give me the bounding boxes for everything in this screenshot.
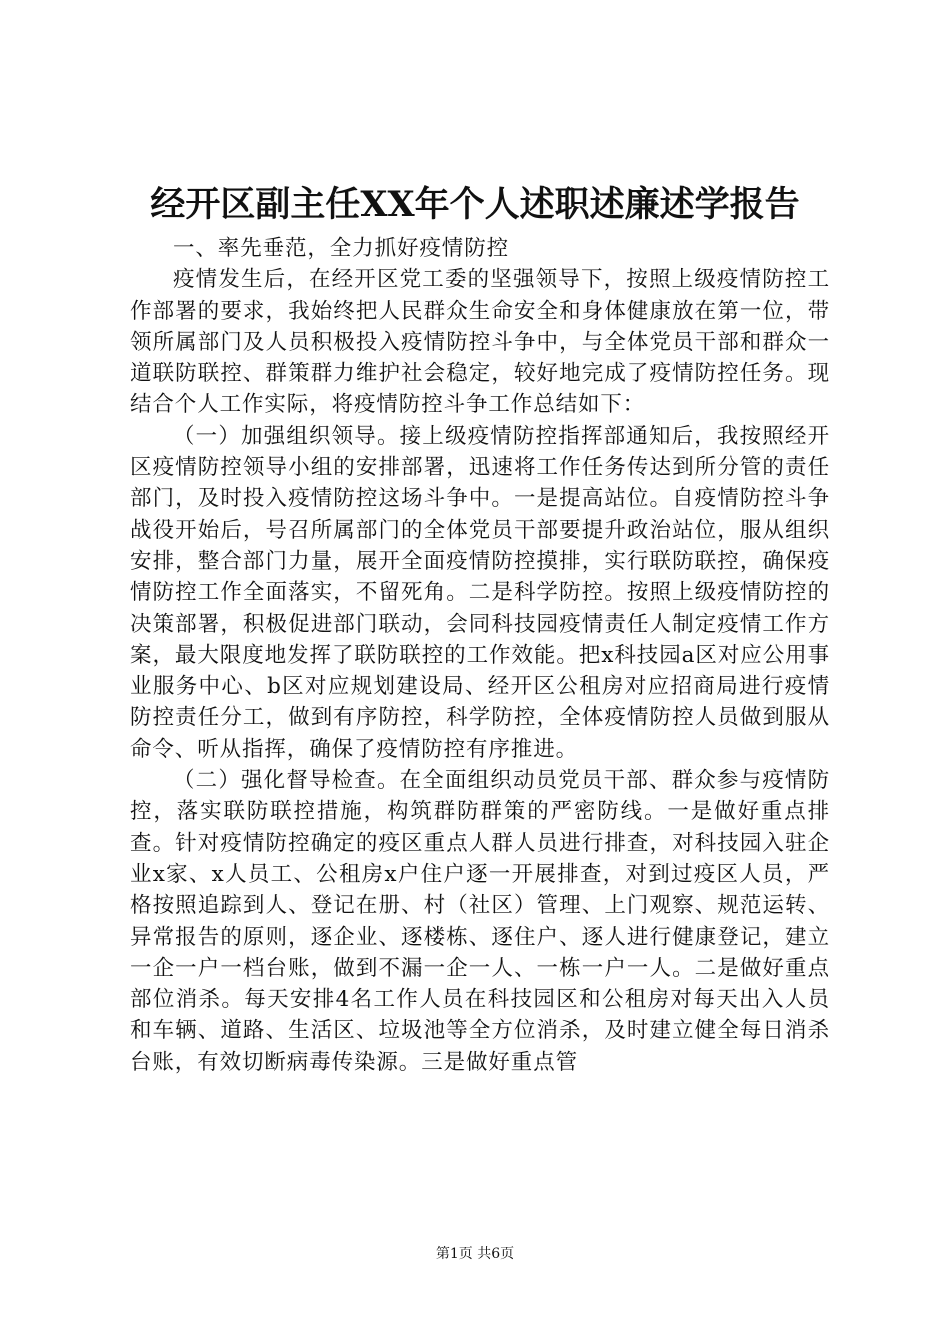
paragraph-organization: （一）加强组织领导。接上级疫情防控指挥部通知后，我按照经开区疫情防控领导小组的安排部署，迅速将工作任务传达到所分管的责任部门，及时投入疫情防控这场斗争中。一是提高站位。自疫情防控斗争战役开始后，号召所属部门的全体党员干部要提升政治站位，服从组织安排，整合部门力量，展开全面疫情防控摸排，实行联防联控，确保疫情防控工作全面落实，不留死角。二是科学防控。按照上级疫情防控的决策部署，积极促进部门联动，会同科技园疫情责任人制定疫情工作方案，最大限度地发挥了联防联控的工作效能。把x科技园a区对应公用事业服务中心、b区对应规划建设局、经开区公租房对应招商局进行疫情防控责任分工，做到有序防控，科学防控，全体疫情防控人员做到服从命令、听从指挥，确保了疫情防控有序推进。 [130, 423, 830, 762]
section-heading: 一、率先垂范，全力抓好疫情防控 [173, 236, 510, 261]
page-footer: 第1页 共6页 [435, 1246, 515, 1262]
document-body [130, 233, 830, 1078]
paragraph-supervision: （二）强化督导检查。在全面组织动员党员干部、群众参与疫情防控，落实联防联控措施，构筑群防群策的严密防线。一是做好重点排查。针对疫情防控确定的疫区重点人群人员进行排查，对科技园入驻企业x家、x人员工、公租房x户住户逐一开展排查，对到过疫区人员，严格按照追踪到人、登记在册、村（社区）管理、上门观察、规范运转、异常报告的原则，逐企业、逐楼栋、逐住户、逐人进行健康登记，建立一企一户一档台账，做到不漏一企一人、一栋一户一人。二是做好重点部位消杀。每天安排4名工作人员在科技园区和公租房对每天出入人员和车辆、道路、生活区、垃圾池等全方位消杀，及时建立健全每日消杀台账，有效切断病毒传染源。三是做好重点管 [130, 768, 830, 1075]
paragraph-intro: 疫情发生后，在经开区党工委的坚强领导下，按照上级疫情防控工作部署的要求，我始终把人民群众生命安全和身体健康放在第一位，带领所属部门及人员积极投入疫情防控斗争中，与全体党员干部和群众一道联防联控、群策群力维护社会稳定，较好地完成了疫情防控任务。现结合个人工作实际，将疫情防控斗争工作总结如下： [130, 267, 830, 418]
document-title: 经开区副主任XX年个人述职述廉述学报告 [150, 184, 800, 225]
